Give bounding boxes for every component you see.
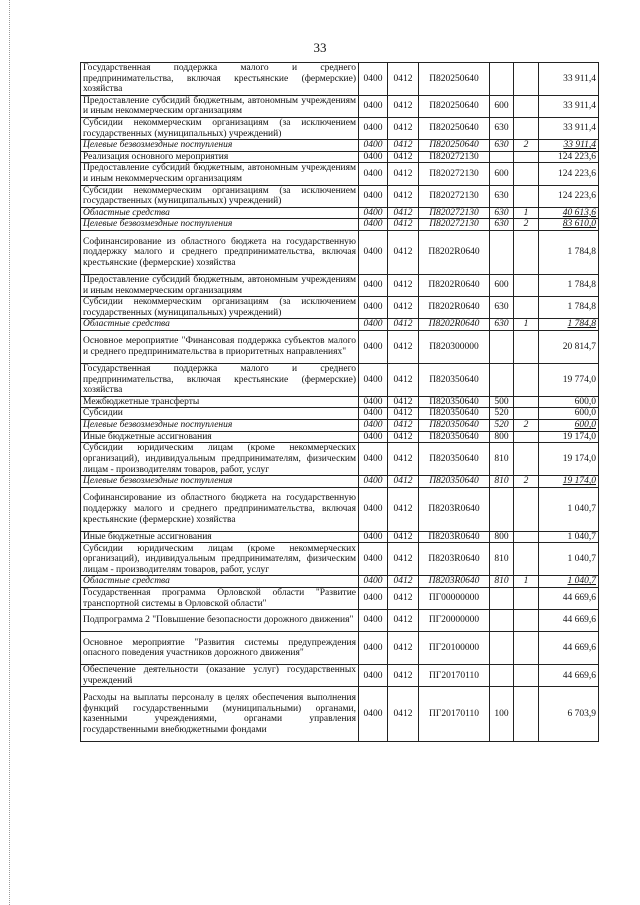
row-section: 0400 — [359, 443, 388, 476]
row-target-article: П820300000 — [419, 330, 490, 363]
row-amount: 600,0 — [539, 408, 599, 420]
row-amount: 33 911,4 — [539, 117, 599, 139]
table-row — [81, 140, 599, 152]
row-source — [514, 95, 539, 117]
row-source: 1 — [514, 576, 539, 588]
table-row — [81, 487, 599, 531]
row-section: 0400 — [359, 610, 388, 632]
row-subsection: 0412 — [388, 531, 419, 543]
row-source — [514, 396, 539, 408]
row-expense-type: 630 — [490, 140, 514, 152]
row-name: Реализация основного мероприятия — [81, 151, 359, 163]
row-target-article: П820250640 — [419, 63, 490, 96]
table-row — [81, 687, 599, 742]
row-subsection: 0412 — [388, 687, 419, 742]
table-row — [81, 420, 599, 432]
row-name: Областные средства — [81, 319, 359, 331]
row-expense-type: 600 — [490, 95, 514, 117]
row-source — [514, 151, 539, 163]
table-row — [81, 363, 599, 396]
row-target-article: П820350640 — [419, 396, 490, 408]
row-target-article: ПГ20170110 — [419, 687, 490, 742]
row-subsection: 0412 — [388, 443, 419, 476]
row-subsection: 0412 — [388, 230, 419, 274]
row-section: 0400 — [359, 687, 388, 742]
row-target-article: П8203R0640 — [419, 487, 490, 531]
row-name: Межбюджетные трансферты — [81, 396, 359, 408]
row-expense-type: 800 — [490, 531, 514, 543]
table-row — [81, 219, 599, 231]
row-name: Субсидии — [81, 408, 359, 420]
row-amount: 1 040,7 — [539, 576, 599, 588]
row-expense-type: 630 — [490, 297, 514, 319]
row-amount: 44 669,6 — [539, 665, 599, 687]
row-section: 0400 — [359, 665, 388, 687]
row-source — [514, 297, 539, 319]
row-source — [514, 63, 539, 96]
row-section: 0400 — [359, 330, 388, 363]
row-section: 0400 — [359, 588, 388, 610]
row-expense-type — [490, 665, 514, 687]
row-subsection: 0412 — [388, 431, 419, 443]
row-subsection: 0412 — [388, 543, 419, 576]
row-section: 0400 — [359, 632, 388, 665]
row-subsection: 0412 — [388, 610, 419, 632]
table-row — [81, 230, 599, 274]
row-expense-type — [490, 363, 514, 396]
row-source — [514, 117, 539, 139]
row-source — [514, 408, 539, 420]
row-section: 0400 — [359, 476, 388, 488]
row-target-article: П820350640 — [419, 431, 490, 443]
table-row — [81, 665, 599, 687]
row-source — [514, 274, 539, 296]
row-name: Субсидии юридическим лицам (кроме некоммерческих организаций), индивидуальным предпринимателям, физическим лицам - производителям товаров, работ, услуг — [81, 543, 359, 576]
table-body — [81, 63, 599, 742]
row-amount: 33 911,4 — [539, 63, 599, 96]
row-section: 0400 — [359, 219, 388, 231]
table-row — [81, 207, 599, 219]
row-amount: 44 669,6 — [539, 632, 599, 665]
row-expense-type — [490, 63, 514, 96]
table-row — [81, 396, 599, 408]
row-subsection: 0412 — [388, 207, 419, 219]
row-subsection: 0412 — [388, 63, 419, 96]
row-expense-type: 630 — [490, 319, 514, 331]
row-amount: 1 784,8 — [539, 297, 599, 319]
row-expense-type: 630 — [490, 219, 514, 231]
row-section: 0400 — [359, 140, 388, 152]
row-source — [514, 230, 539, 274]
row-section: 0400 — [359, 117, 388, 139]
row-amount: 124 223,6 — [539, 163, 599, 185]
row-subsection: 0412 — [388, 487, 419, 531]
row-subsection: 0412 — [388, 163, 419, 185]
row-source — [514, 665, 539, 687]
row-section: 0400 — [359, 274, 388, 296]
table-row — [81, 632, 599, 665]
row-target-article: П8203R0640 — [419, 543, 490, 576]
row-subsection: 0412 — [388, 95, 419, 117]
row-source — [514, 363, 539, 396]
table-row — [81, 274, 599, 296]
table-row — [81, 543, 599, 576]
row-name: Целевые безвозмездные поступления — [81, 420, 359, 432]
row-target-article: П8202R0640 — [419, 230, 490, 274]
row-section: 0400 — [359, 543, 388, 576]
table-row — [81, 185, 599, 207]
row-target-article: П820350640 — [419, 363, 490, 396]
row-source: 2 — [514, 476, 539, 488]
row-subsection: 0412 — [388, 185, 419, 207]
row-expense-type: 520 — [490, 420, 514, 432]
row-subsection: 0412 — [388, 588, 419, 610]
row-amount: 33 911,4 — [539, 95, 599, 117]
row-expense-type: 630 — [490, 117, 514, 139]
row-name: Софинансирование из областного бюджета на государственную поддержку малого и среднего предпринимательства, включая крестьянские (фермерские) хозяйства — [81, 487, 359, 531]
row-name: Предоставление субсидий бюджетным, автономным учреждениям и иным некоммерческим организациям — [81, 163, 359, 185]
table-row — [81, 531, 599, 543]
row-target-article: П8203R0640 — [419, 576, 490, 588]
row-amount: 600,0 — [539, 420, 599, 432]
row-section: 0400 — [359, 576, 388, 588]
table-row — [81, 330, 599, 363]
table-row — [81, 95, 599, 117]
row-target-article: П820272130 — [419, 185, 490, 207]
row-name: Субсидии некоммерческим организациям (за исключением государственных (муниципальных) учреждений) — [81, 185, 359, 207]
row-subsection: 0412 — [388, 420, 419, 432]
row-expense-type: 600 — [490, 274, 514, 296]
table-row — [81, 431, 599, 443]
row-source — [514, 531, 539, 543]
row-subsection: 0412 — [388, 632, 419, 665]
row-section: 0400 — [359, 151, 388, 163]
row-subsection: 0412 — [388, 117, 419, 139]
row-subsection: 0412 — [388, 576, 419, 588]
row-amount: 40 613,6 — [539, 207, 599, 219]
page-number: 33 — [313, 40, 327, 55]
row-section: 0400 — [359, 420, 388, 432]
row-section: 0400 — [359, 431, 388, 443]
row-expense-type — [490, 632, 514, 665]
table-row — [81, 63, 599, 96]
table-row — [81, 151, 599, 163]
row-name: Субсидии некоммерческим организациям (за исключением государственных (муниципальных) учреждений) — [81, 117, 359, 139]
row-target-article: П820272130 — [419, 219, 490, 231]
row-name: Основное мероприятие "Финансовая поддержка субъектов малого и среднего предпринимательства в приоритетных направлениях" — [81, 330, 359, 363]
row-name: Государственная программа Орловской области "Развитие транспортной системы в Орловской области" — [81, 588, 359, 610]
row-amount: 1 784,8 — [539, 319, 599, 331]
row-expense-type: 810 — [490, 443, 514, 476]
row-subsection: 0412 — [388, 665, 419, 687]
row-name: Целевые безвозмездные поступления — [81, 140, 359, 152]
row-name: Целевые безвозмездные поступления — [81, 219, 359, 231]
row-amount: 1 784,8 — [539, 274, 599, 296]
row-name: Субсидии некоммерческим организациям (за исключением государственных (муниципальных) учреждений) — [81, 297, 359, 319]
row-section: 0400 — [359, 163, 388, 185]
row-amount: 6 703,9 — [539, 687, 599, 742]
row-subsection: 0412 — [388, 396, 419, 408]
row-amount: 19 774,0 — [539, 363, 599, 396]
row-name: Обеспечение деятельности (оказание услуг) государственных учреждений — [81, 665, 359, 687]
row-source — [514, 431, 539, 443]
row-source: 2 — [514, 140, 539, 152]
row-amount: 33 911,4 — [539, 140, 599, 152]
table-row — [81, 163, 599, 185]
row-amount: 19 174,0 — [539, 431, 599, 443]
budget-table — [80, 62, 599, 742]
row-expense-type: 810 — [490, 576, 514, 588]
row-amount: 1 040,7 — [539, 487, 599, 531]
row-target-article: П8202R0640 — [419, 319, 490, 331]
row-amount: 1 784,8 — [539, 230, 599, 274]
row-section: 0400 — [359, 63, 388, 96]
row-source — [514, 487, 539, 531]
row-target-article: ПГ20000000 — [419, 610, 490, 632]
row-target-article: ПГ00000000 — [419, 588, 490, 610]
row-section: 0400 — [359, 95, 388, 117]
row-name: Государственная поддержка малого и среднего предпринимательства, включая крестьянские (фермерские) хозяйства — [81, 363, 359, 396]
row-source — [514, 687, 539, 742]
row-source — [514, 330, 539, 363]
row-target-article: П820350640 — [419, 408, 490, 420]
scan-margin-line — [9, 0, 10, 905]
row-expense-type — [490, 610, 514, 632]
row-section: 0400 — [359, 408, 388, 420]
row-expense-type — [490, 230, 514, 274]
row-amount: 1 040,7 — [539, 543, 599, 576]
table-row — [81, 576, 599, 588]
row-section: 0400 — [359, 207, 388, 219]
row-section: 0400 — [359, 297, 388, 319]
row-section: 0400 — [359, 230, 388, 274]
row-amount: 124 223,6 — [539, 151, 599, 163]
row-amount: 44 669,6 — [539, 588, 599, 610]
row-target-article: П820350640 — [419, 476, 490, 488]
row-subsection: 0412 — [388, 330, 419, 363]
row-target-article: П8202R0640 — [419, 297, 490, 319]
row-source: 1 — [514, 319, 539, 331]
row-source — [514, 163, 539, 185]
table-row — [81, 319, 599, 331]
row-source — [514, 610, 539, 632]
row-section: 0400 — [359, 396, 388, 408]
row-target-article: П820350640 — [419, 443, 490, 476]
row-expense-type: 630 — [490, 207, 514, 219]
row-source — [514, 632, 539, 665]
row-target-article: П820250640 — [419, 95, 490, 117]
row-amount: 600,0 — [539, 396, 599, 408]
row-expense-type: 630 — [490, 185, 514, 207]
row-source: 2 — [514, 420, 539, 432]
row-subsection: 0412 — [388, 219, 419, 231]
row-expense-type: 810 — [490, 476, 514, 488]
row-source — [514, 185, 539, 207]
row-target-article: П820272130 — [419, 151, 490, 163]
row-amount: 44 669,6 — [539, 610, 599, 632]
row-name: Целевые безвозмездные поступления — [81, 476, 359, 488]
row-subsection: 0412 — [388, 476, 419, 488]
row-amount: 83 610,0 — [539, 219, 599, 231]
row-target-article: П820272130 — [419, 207, 490, 219]
row-amount: 19 174,0 — [539, 476, 599, 488]
row-name: Софинансирование из областного бюджета на государственную поддержку малого и среднего предпринимательства, включая крестьянские (фермерские) хозяйства — [81, 230, 359, 274]
row-target-article: П820250640 — [419, 140, 490, 152]
row-target-article: ПГ20170110 — [419, 665, 490, 687]
row-section: 0400 — [359, 185, 388, 207]
row-name: Областные средства — [81, 576, 359, 588]
row-subsection: 0412 — [388, 297, 419, 319]
row-subsection: 0412 — [388, 408, 419, 420]
row-expense-type — [490, 330, 514, 363]
row-expense-type: 100 — [490, 687, 514, 742]
table-row — [81, 408, 599, 420]
row-name: Областные средства — [81, 207, 359, 219]
row-section: 0400 — [359, 319, 388, 331]
row-name: Предоставление субсидий бюджетным, автономным учреждениям и иным некоммерческим организациям — [81, 95, 359, 117]
row-name: Субсидии юридическим лицам (кроме некоммерческих организаций), индивидуальным предпринимателям, физическим лицам - производителям товаров, работ, услуг — [81, 443, 359, 476]
row-source: 2 — [514, 219, 539, 231]
row-target-article: П8202R0640 — [419, 274, 490, 296]
row-target-article: П820350640 — [419, 420, 490, 432]
row-name: Предоставление субсидий бюджетным, автономным учреждениям и иным некоммерческим организациям — [81, 274, 359, 296]
row-section: 0400 — [359, 363, 388, 396]
row-name: Основное мероприятие "Развития системы предупреждения опасного поведения участников дорожного движения" — [81, 632, 359, 665]
table-row — [81, 610, 599, 632]
row-source: 1 — [514, 207, 539, 219]
row-source — [514, 443, 539, 476]
row-section: 0400 — [359, 531, 388, 543]
row-name: Иные бюджетные ассигнования — [81, 431, 359, 443]
row-subsection: 0412 — [388, 363, 419, 396]
row-target-article: П8203R0640 — [419, 531, 490, 543]
row-subsection: 0412 — [388, 274, 419, 296]
table-row — [81, 117, 599, 139]
row-expense-type: 810 — [490, 543, 514, 576]
row-name: Расходы на выплаты персоналу в целях обеспечения выполнения функций государственными (муниципальными) органами, казенными учреждениями, органами управления государственными внебюджетными фондами — [81, 687, 359, 742]
row-expense-type — [490, 151, 514, 163]
row-subsection: 0412 — [388, 151, 419, 163]
row-section: 0400 — [359, 487, 388, 531]
row-amount: 20 814,7 — [539, 330, 599, 363]
row-name: Государственная поддержка малого и среднего предпринимательства, включая крестьянские (фермерские) хозяйства — [81, 63, 359, 96]
table-row — [81, 443, 599, 476]
row-subsection: 0412 — [388, 319, 419, 331]
row-amount: 19 174,0 — [539, 443, 599, 476]
table-row — [81, 588, 599, 610]
row-expense-type: 520 — [490, 408, 514, 420]
row-source — [514, 588, 539, 610]
row-name: Подпрограмма 2 "Повышение безопасности дорожного движения" — [81, 610, 359, 632]
row-expense-type: 800 — [490, 431, 514, 443]
row-amount: 124 223,6 — [539, 185, 599, 207]
row-subsection: 0412 — [388, 140, 419, 152]
row-target-article: П820250640 — [419, 117, 490, 139]
row-target-article: П820272130 — [419, 163, 490, 185]
row-expense-type — [490, 588, 514, 610]
row-name: Иные бюджетные ассигнования — [81, 531, 359, 543]
row-source — [514, 543, 539, 576]
row-expense-type: 500 — [490, 396, 514, 408]
row-target-article: ПГ20100000 — [419, 632, 490, 665]
row-expense-type: 600 — [490, 163, 514, 185]
table-row — [81, 476, 599, 488]
row-amount: 1 040,7 — [539, 531, 599, 543]
table-row — [81, 297, 599, 319]
row-expense-type — [490, 487, 514, 531]
